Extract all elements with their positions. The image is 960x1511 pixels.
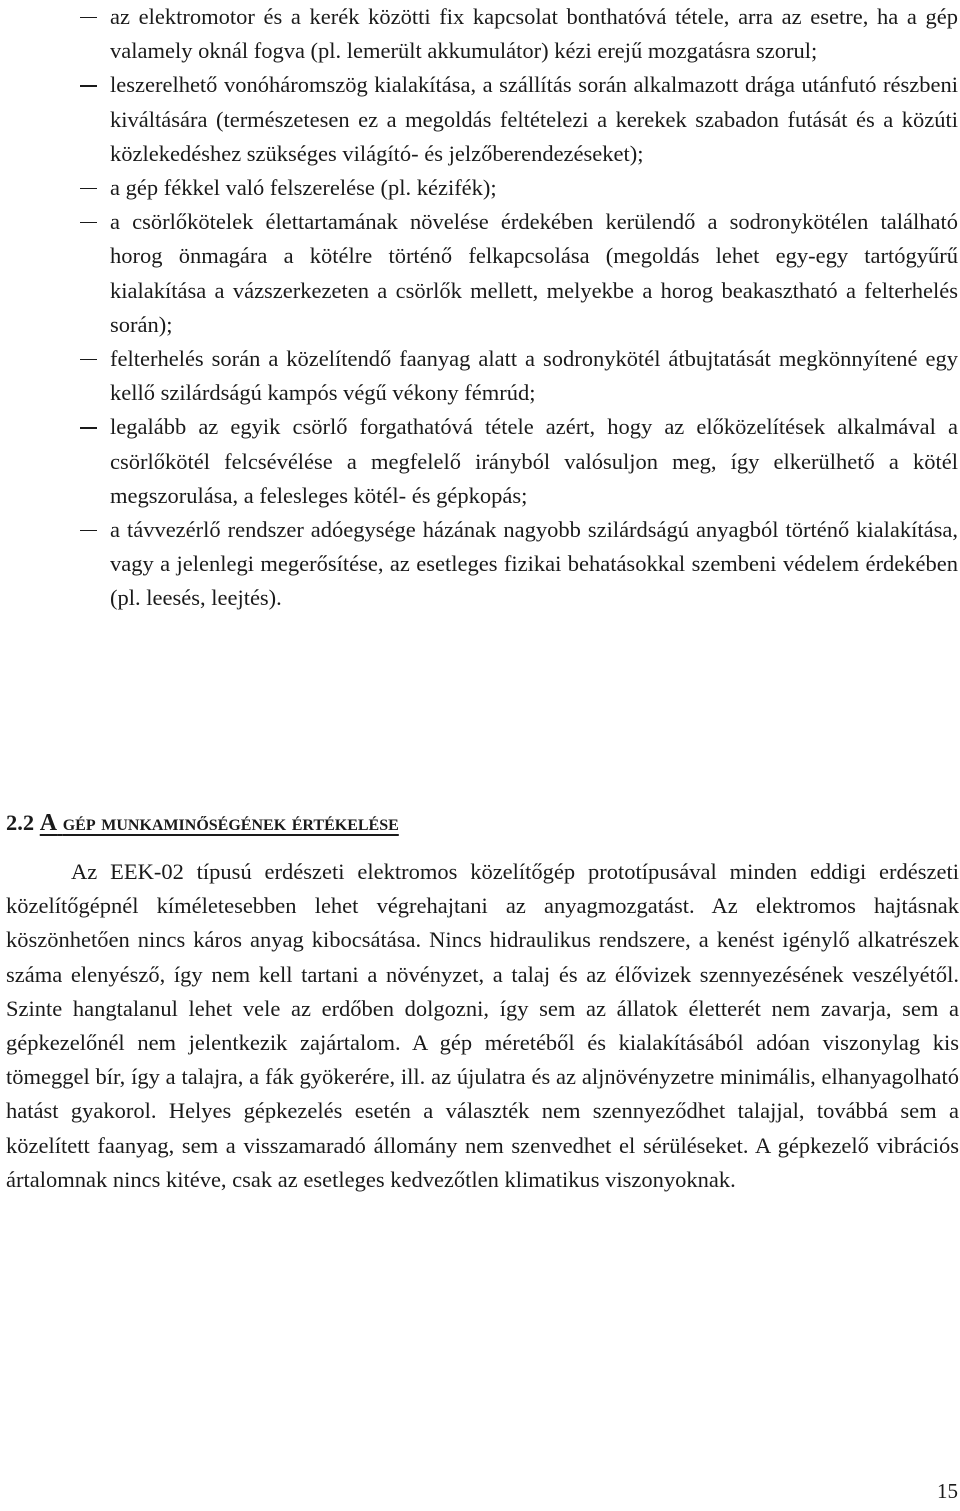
list-item [0, 0, 960, 68]
list-item [0, 68, 960, 171]
dash-icon [80, 188, 97, 190]
list-item [0, 513, 960, 616]
page-number: 15 [937, 1479, 958, 1503]
dash-icon [80, 530, 97, 532]
list-item-text: felterhelés során a közelítendő faanyag alatt a sodronykötél átbujtatását megkönnyítené egy kellő szilárdságú kampós végű vékony fémrúd; [110, 346, 958, 406]
list-item-text: a csörlőkötelek élettartamának növelése érdekében kerülendő a sodronykötélen található horog önmagára a kötélre történő felkapcsolása (megoldás lehet egy-egy tartógyűrű kialakítása a vázszerkezeten a csörlők mellett, melyekbe a horog beakasztható a felterhelés során); [110, 209, 958, 337]
section-title-rest: gép munkaminőségének értékelése [62, 810, 399, 835]
dash-icon [80, 359, 97, 361]
section-number: 2.2 [6, 810, 35, 835]
dash-icon [80, 85, 97, 87]
list-item-text: legalább az egyik csörlő forgathatóvá tétele azért, hogy az előközelítések alkalmával a csörlőkötél felcsévélése a megfelelő irányból valósuljon meg, így elkerülhető a kötél megszorulása, a felesleges kötél- és gépkopás; [110, 414, 958, 508]
bullet-list [0, 0, 960, 616]
list-item [0, 171, 960, 205]
section-title-initial: A [39, 810, 58, 836]
dash-icon [80, 427, 97, 429]
list-item-text: a távvezérlő rendszer adóegysége házának nagyobb szilárdságú anyagból történő kialakítása, vagy a jelenlegi megerősítése, az esetleges fizikai behatásokkal szembeni védelem érdekében (pl. leesés, leejtés). [110, 517, 958, 611]
list-item [0, 410, 960, 513]
list-item [0, 205, 960, 342]
section-heading [6, 806, 399, 840]
dash-icon [80, 17, 97, 19]
section-title [40, 810, 399, 835]
list-item [0, 342, 960, 410]
body-paragraph: Az EEK-02 típusú erdészeti elektromos közelítőgép prototípusával minden eddigi erdészeti közelítőgépnél kíméletesebben lehet végrehajtani az anyagmozgatást. Az elektromos hajtásnak köszönhetően nincs káros anyag kibocsátása. Nincs hidraulikus rendszere, a kenést igénylő alkatrészek száma elenyésző, így nem kell tartani a növényzet, a talaj és az élővizek szennyezésének veszélyétől. Szinte hangtalanul lehet vele az erdőben dolgozni, így sem az állatok életterét nem zavarja, sem a gépkezelőnél nem jelentkezik zajártalom. A gép méretéből és kialakításából adóan viszonylag kis tömeggel bír, így a talajra, a fák gyökerére, ill. az újulatra és az aljnövényzetre minimális, elhanyagolható hatást gyakorol. Helyes gépkezelés esetén a választék nem szennyeződhet talajjal, továbbá sem a közelített faanyag, sem a visszamaradó állomány nem szenvedhet el sérüléseket. A gépkezelő vibrációs ártalomnak nincs kitéve, csak az esetleges kedvezőtlen klimatikus viszonyoknak. [6, 859, 959, 1192]
list-item-text: a gép fékkel való felszerelése (pl. kézifék); [110, 175, 497, 201]
list-item-text: leszerelhető vonóháromszög kialakítása, a szállítás során alkalmazott drága utánfutó részbeni kiváltására (természetesen ez a megoldás feltételezi a kerekek szabadon futását és a közúti közlekedéshez szükséges világító- és jelzőberendezéseket); [110, 72, 958, 166]
dash-icon [80, 222, 97, 224]
list-item-text: az elektromotor és a kerék közötti fix kapcsolat bonthatóvá tétele, arra az esetre, ha a gép valamely oknál fogva (pl. lemerült akkumulátor) kézi erejű mozgatásra szorul; [110, 4, 958, 64]
